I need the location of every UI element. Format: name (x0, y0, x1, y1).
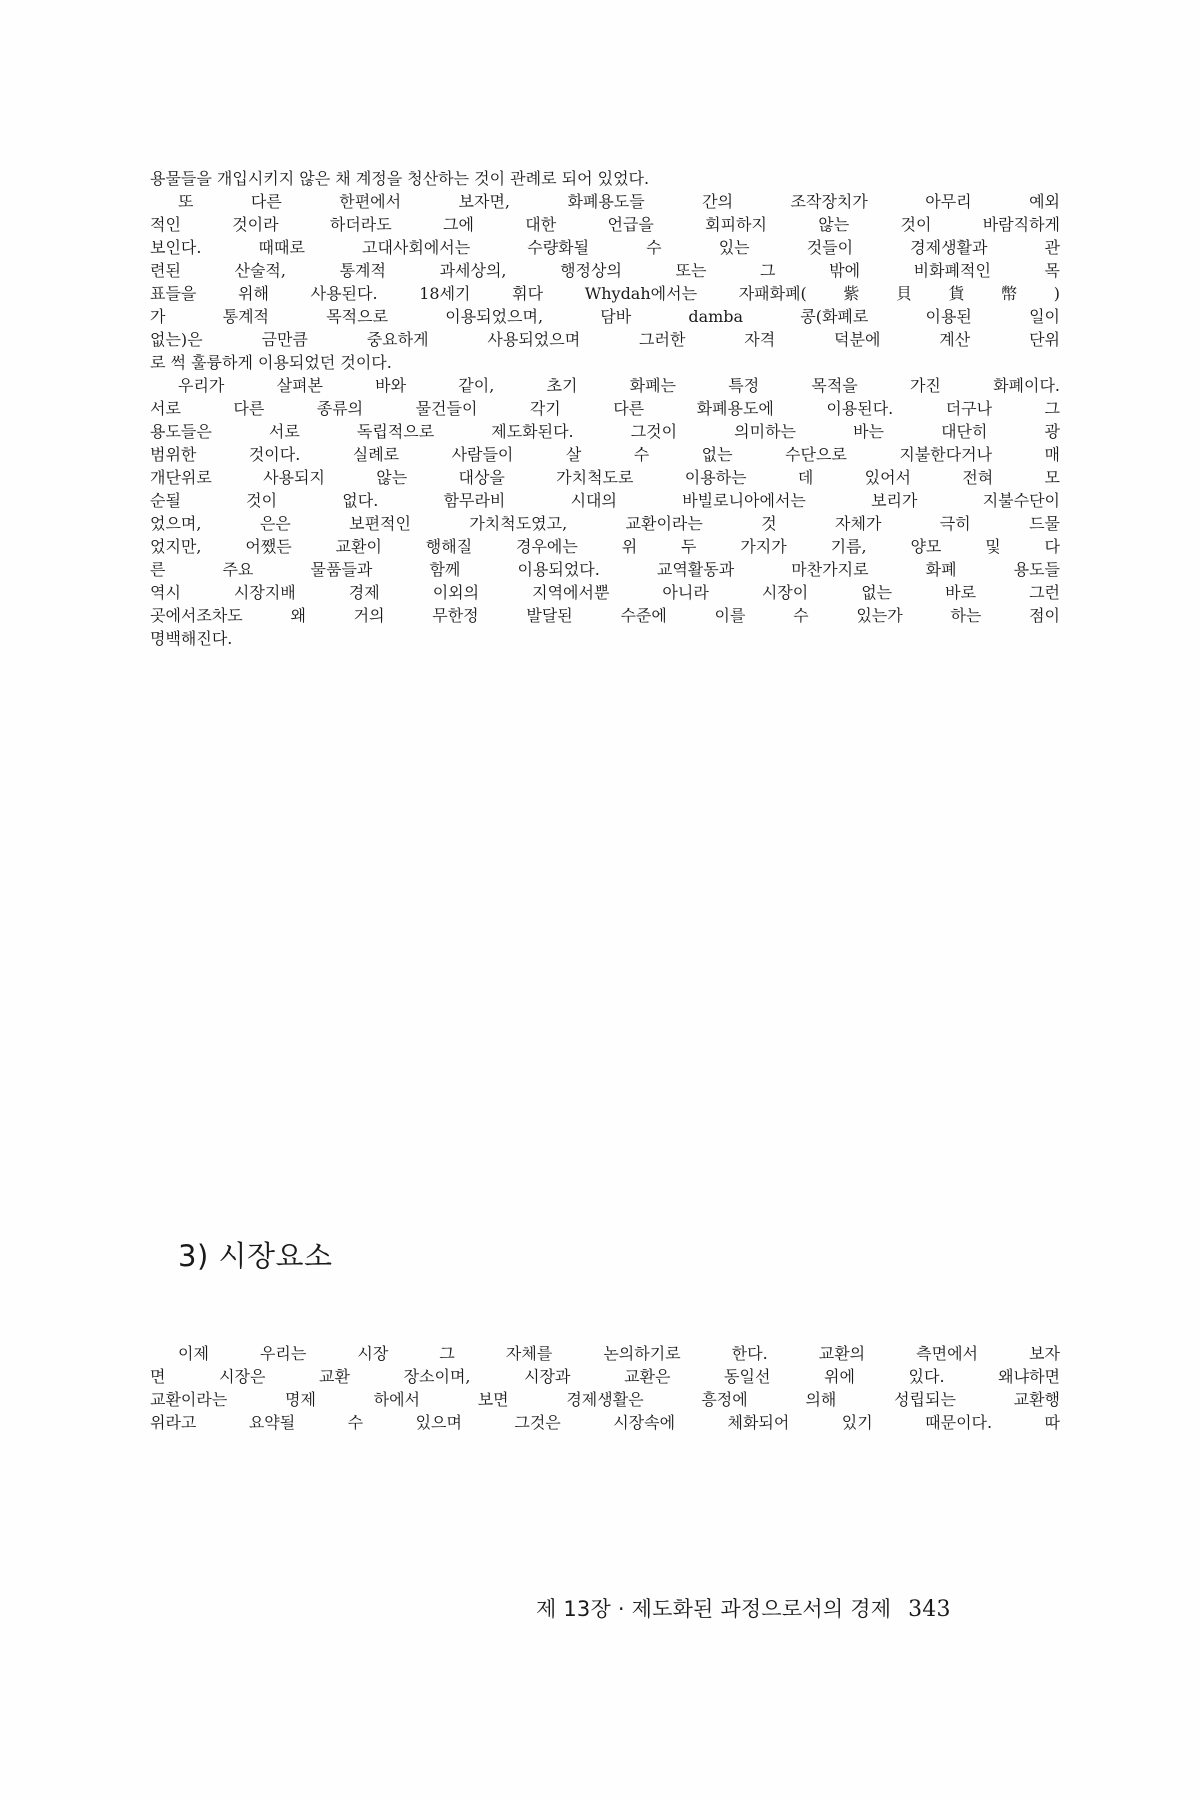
body-line: 로 썩 훌륭하게 이용되었던 것이다. (150, 353, 392, 372)
body-line: 개단위로 사용되지 않는 대상을 가치척도로 이용하는 데 있어서 전혀 모 (150, 468, 1060, 487)
body-line: 순될 것이 없다. 함무라비 시대의 바빌로니아에서는 보리가 지불수단이 (150, 491, 1060, 510)
body-line: 또 다른 한편에서 보자면, 화폐용도들 간의 조작장치가 아무리 예외 (178, 192, 1060, 211)
page-number: 343 (908, 1597, 951, 1622)
body-line: 가 통계적 목적으로 이용되었으며, 담바 damba 콩(화폐로 이용된 일이 (150, 307, 1060, 326)
body-line: 었지만, 어쨌든 교환이 행해질 경우에는 위 두 가지가 기름, 양모 및 다 (150, 537, 1060, 556)
section-line: 면 시장은 교환 장소이며, 시장과 교환은 동일선 위에 있다. 왜냐하면 (150, 1367, 1060, 1386)
running-footer (536, 1593, 951, 1623)
body-line: 보인다. 때때로 고대사회에서는 수량화될 수 있는 것들이 경제생활과 관 (150, 238, 1060, 257)
section-body-text (150, 1341, 1060, 1433)
section-heading: 3) 시장요소 (178, 1239, 333, 1273)
body-line: 없는)은 금만큼 중요하게 사용되었으며 그러한 자격 덕분에 계산 단위 (150, 330, 1060, 349)
body-line: 른 주요 물품들과 함께 이용되었다. 교역활동과 마찬가지로 화폐 용도들 (150, 560, 1060, 579)
body-line: 곳에서조차도 왜 거의 무한정 발달된 수준에 이를 수 있는가 하는 점이 (150, 606, 1060, 625)
body-line: 표들을 위해 사용된다. 18세기 휘다 Whydah에서는 자패화폐(紫貝貨幣) (150, 284, 1060, 303)
body-line: 역시 시장지배 경제 이외의 지역에서뿐 아니라 시장이 없는 바로 그런 (150, 583, 1060, 602)
body-line: 명백해진다. (150, 629, 233, 648)
body-line: 우리가 살펴본 바와 같이, 초기 화폐는 특정 목적을 가진 화폐이다. (178, 376, 1060, 395)
body-line: 적인 것이라 하더라도 그에 대한 언급을 회피하지 않는 것이 바람직하게 (150, 215, 1060, 234)
section-line: 위라고 요약될 수 있으며 그것은 시장속에 체화되어 있기 때문이다. 따 (150, 1413, 1060, 1432)
chapter-title: 제 13장 · 제도화된 과정으로서의 경제 (536, 1597, 892, 1621)
section-line: 교환이라는 명제 하에서 보면 경제생활은 흥정에 의해 성립되는 교환행 (150, 1390, 1060, 1409)
body-line: 용물들을 개입시키지 않은 채 계정을 청산하는 것이 관례로 되어 있었다. (150, 169, 650, 188)
body-text (150, 166, 1060, 649)
body-line: 련된 산술적, 통계적 과세상의, 행정상의 또는 그 밖에 비화폐적인 목 (150, 261, 1060, 280)
body-line: 었으며, 은은 보편적인 가치척도였고, 교환이라는 것 자체가 극히 드물 (150, 514, 1060, 533)
body-line: 범위한 것이다. 실례로 사람들이 살 수 없는 수단으로 지불한다거나 매 (150, 445, 1060, 464)
section-line: 이제 우리는 시장 그 자체를 논의하기로 한다. 교환의 측면에서 보자 (178, 1344, 1060, 1363)
body-line: 서로 다른 종류의 물건들이 각기 다른 화폐용도에 이용된다. 더구나 그 (150, 399, 1060, 418)
body-line: 용도들은 서로 독립적으로 제도화된다. 그것이 의미하는 바는 대단히 광 (150, 422, 1060, 441)
